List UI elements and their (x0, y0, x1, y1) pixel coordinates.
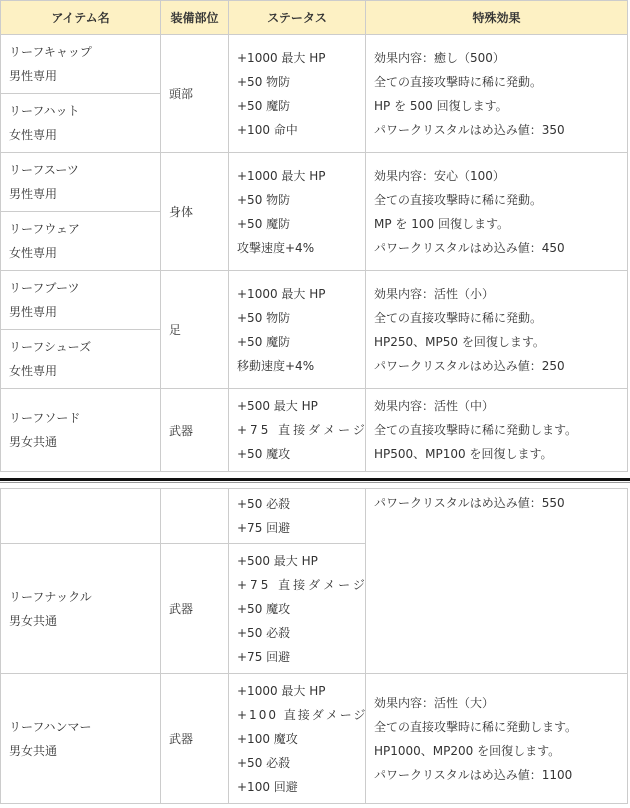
table-row (1, 674, 628, 804)
stat-line: +75 回避 (237, 649, 291, 664)
item-gender: 男性専用 (9, 187, 58, 201)
stat-line: +50 必殺 (237, 497, 291, 511)
item-cell (1, 489, 161, 544)
header-slot: 装備部位 (161, 1, 229, 35)
stat-line: +100 回避 (237, 779, 298, 794)
effect-line: 効果内容：活性（大） (374, 695, 495, 710)
stat-line: +1000 最大 HP (237, 168, 326, 183)
page-break-divider (0, 478, 630, 481)
stats-cell (229, 271, 366, 389)
stat-line: +50 物防 (237, 74, 291, 89)
effect-line: 効果内容：癒し（500） (374, 50, 505, 65)
stat-line: +50 物防 (237, 310, 291, 325)
effect-cell (366, 389, 628, 472)
item-gender: 女性専用 (9, 246, 58, 260)
stat-line: 攻撃速度+4% (237, 240, 315, 255)
item-name: リーフソード (9, 411, 81, 425)
item-cell (1, 35, 161, 94)
stat-line: +50 魔防 (237, 98, 291, 113)
stats-cell (229, 153, 366, 271)
item-gender: 男女共通 (9, 613, 58, 628)
stat-line: +50 魔防 (237, 334, 291, 349)
effect-line: 全ての直接攻撃時に稀に発動。 (374, 192, 543, 207)
effect-cell (366, 674, 628, 804)
table-row (1, 35, 628, 94)
table-row (1, 389, 628, 472)
item-gender: 男性専用 (9, 69, 58, 83)
item-gender: 男女共通 (9, 435, 58, 449)
effect-line: パワークリスタルはめ込み値：550 (374, 496, 565, 510)
item-name: リーフキャップ (9, 45, 92, 59)
stat-line: +500 最大 HP (237, 553, 318, 568)
item-gender: 女性専用 (9, 128, 58, 142)
effect-line: 効果内容：活性（小） (374, 286, 495, 301)
header-item-name: アイテム名 (1, 1, 161, 35)
stats-cell (229, 389, 366, 472)
header-status: ステータス (229, 1, 366, 35)
effect-cell (366, 153, 628, 271)
stat-line: +100 直接ダメージ (237, 707, 368, 722)
stat-line: +100 魔攻 (237, 731, 298, 746)
effect-line: 全ての直接攻撃時に稀に発動します。 (374, 719, 578, 734)
stats-cell (229, 35, 366, 153)
item-name: リーフシューズ (9, 340, 92, 354)
effect-line: 全ての直接攻撃時に稀に発動します。 (374, 423, 578, 437)
stat-line: +75 直接ダメージ (237, 577, 368, 592)
effect-line: 効果内容：安心（100） (374, 168, 505, 183)
item-name: リーフウェア (9, 222, 80, 236)
stats-cell (229, 544, 366, 674)
item-name: リーフハンマー (9, 719, 92, 734)
stat-line: +100 命中 (237, 122, 298, 137)
stat-line: +50 魔防 (237, 216, 291, 231)
effect-cell (366, 489, 628, 674)
table-row (1, 489, 628, 544)
page-break-divider-shadow (0, 482, 630, 483)
item-cell (1, 94, 161, 153)
item-gender: 女性専用 (9, 364, 58, 378)
slot-cell: 武器 (161, 674, 229, 804)
stat-line: +75 回避 (237, 521, 291, 535)
item-gender: 男性専用 (9, 305, 58, 319)
effect-line: パワークリスタルはめ込み値：1100 (374, 767, 573, 782)
stat-line: +1000 最大 HP (237, 50, 326, 65)
effect-line: HP500、MP100 を回復します。 (374, 447, 553, 461)
slot-cell: 頭部 (161, 35, 229, 153)
slot-cell: 身体 (161, 153, 229, 271)
effect-line: MP を 100 回復します。 (374, 216, 509, 231)
stat-line: +1000 最大 HP (237, 286, 326, 301)
table-row (1, 271, 628, 330)
item-cell (1, 330, 161, 389)
effect-line: パワークリスタルはめ込み値：250 (374, 358, 565, 373)
stat-line: +50 魔攻 (237, 601, 291, 616)
effect-cell (366, 35, 628, 153)
effect-line: 全ての直接攻撃時に稀に発動。 (374, 74, 543, 89)
effect-line: HP を 500 回復します。 (374, 98, 508, 113)
effect-line: パワークリスタルはめ込み値：350 (374, 122, 565, 137)
stat-line: +50 魔攻 (237, 447, 291, 461)
slot-cell: 足 (161, 271, 229, 389)
stat-line: +50 物防 (237, 192, 291, 207)
item-name: リーフスーツ (9, 163, 79, 177)
item-name: リーフナックル (9, 589, 92, 604)
stat-line: +500 最大 HP (237, 399, 318, 413)
item-cell (1, 389, 161, 472)
slot-cell: 武器 (161, 544, 229, 674)
stats-cell (229, 489, 366, 544)
item-name: リーフブーツ (9, 281, 80, 295)
effect-line: パワークリスタルはめ込み値：450 (374, 240, 565, 255)
header-effect: 特殊効果 (366, 1, 628, 35)
equipment-table-bottom (0, 488, 628, 804)
item-name: リーフハット (9, 104, 80, 118)
stat-line: +75 直接ダメージ (237, 423, 368, 437)
slot-cell (161, 489, 229, 544)
item-cell (1, 153, 161, 212)
stat-line: 移動速度+4% (237, 358, 315, 373)
stats-cell (229, 674, 366, 804)
item-cell (1, 544, 161, 674)
stat-line: +1000 最大 HP (237, 683, 326, 698)
effect-line: HP1000、MP200 を回復します。 (374, 743, 561, 758)
stat-line: +50 必殺 (237, 755, 291, 770)
effect-line: HP250、MP50 を回復します。 (374, 334, 545, 349)
slot-cell: 武器 (161, 389, 229, 472)
item-cell (1, 271, 161, 330)
effect-line: 効果内容：活性（中） (374, 399, 495, 413)
header-row (1, 1, 628, 35)
effect-cell (366, 271, 628, 389)
effect-line: 全ての直接攻撃時に稀に発動。 (374, 310, 543, 325)
stat-line: +50 必殺 (237, 625, 291, 640)
item-cell (1, 674, 161, 804)
item-cell (1, 212, 161, 271)
table-row (1, 153, 628, 212)
item-gender: 男女共通 (9, 743, 58, 758)
